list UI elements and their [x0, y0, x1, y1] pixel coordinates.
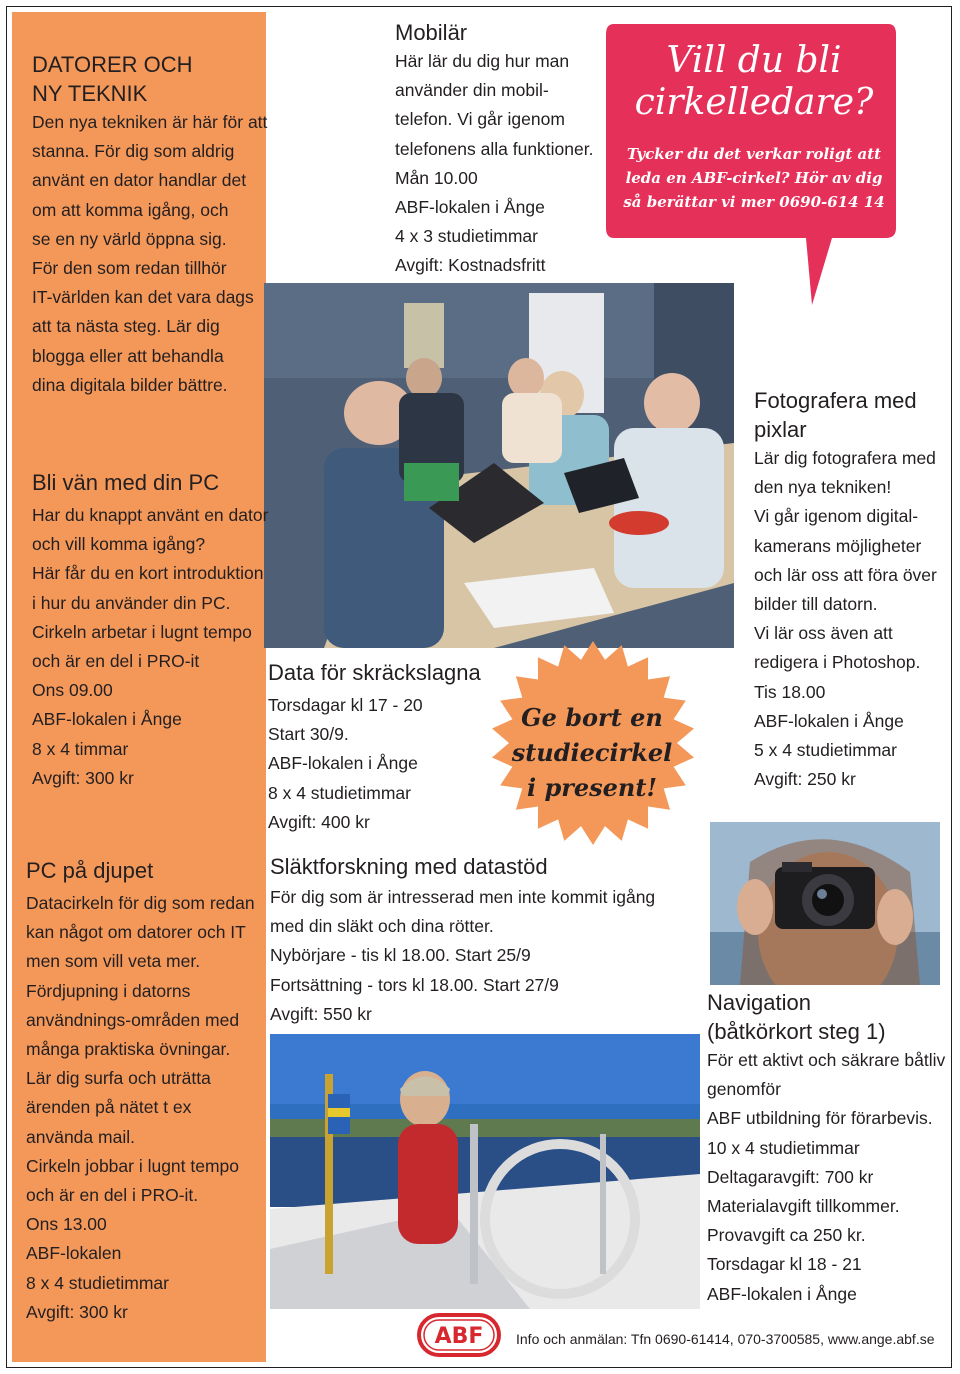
course-text-line: 8 x 4 studietimmar [268, 782, 411, 803]
course-text-line: 8 x 4 timmar [32, 738, 129, 759]
photographer-photo [710, 822, 940, 985]
burst-line: i present! [526, 773, 658, 802]
course-text-line: använder din mobil- [395, 80, 549, 101]
course-text-line: Materialavgift tillkommer. [707, 1196, 900, 1217]
course-text-line: blogga eller att behandla [32, 345, 224, 366]
course-text-line: Lär dig fotografera med [754, 448, 936, 468]
course-text-line: Datacirkeln för dig som redan [26, 893, 255, 913]
classroom-photo [264, 283, 734, 648]
course-text-line: ABF-lokalen i Ånge [32, 709, 182, 730]
course-text-line: ABF-lokalen [26, 1243, 122, 1264]
abf-logo-text: ABF [434, 1324, 484, 1349]
course-text-line: Torsdagar kl 18 - 21 [707, 1254, 862, 1275]
course-text-line: med din släkt och dina rötter. [270, 916, 494, 937]
course-text-line: Avgift: 300 kr [26, 1301, 128, 1322]
course-text-line: den nya tekniken! [754, 477, 892, 498]
course-mobilar [395, 18, 593, 281]
course-text-line: ABF-lokalen i Ånge [268, 753, 418, 774]
course-heading: Fotografera med [754, 388, 917, 413]
course-text-line: redigera i Photoshop. [754, 652, 921, 673]
course-fotografera [754, 386, 937, 794]
course-heading: pixlar [754, 417, 807, 442]
course-text-line: Start 30/9. [268, 724, 349, 745]
course-text-line: dina digitala bilder bättre. [32, 374, 228, 395]
course-text-line: genomför [707, 1079, 781, 1100]
course-text-line: Har du knappt använt en dator [32, 505, 269, 525]
course-text-line: ABF-lokalen i Ånge [754, 710, 904, 731]
course-text-line: För dig som är intresserad men inte kommit igång [270, 887, 656, 907]
course-pc-djupet [26, 856, 255, 1327]
burst-line: studiecirkel [511, 738, 673, 767]
course-text-line: Fortsättning - tors kl 18.00. Start 27/9 [270, 974, 559, 995]
course-text-line: i hur du använder din PC. [32, 592, 231, 613]
course-text-line: 4 x 3 studietimmar [395, 226, 538, 247]
course-text-line: använt en dator handlar det [32, 170, 247, 191]
course-text-line: Avgift: 550 kr [270, 1003, 372, 1024]
bubble-text-line: leda en ABF-cirkel? Hör av dig [625, 169, 883, 187]
bubble-text-line: Tycker du det verkar roligt att [626, 145, 882, 163]
course-text-line: Cirkeln arbetar i lugnt tempo [32, 621, 252, 642]
gift-starburst-text [504, 700, 680, 805]
course-text-line: Avgift: 400 kr [268, 811, 370, 832]
course-text-line: användnings-områden med [26, 1009, 240, 1030]
course-text-line: 5 x 4 studietimmar [754, 740, 897, 761]
course-heading: Data för skräckslagna [268, 660, 481, 685]
course-heading: Släktforskning med datastöd [270, 854, 548, 879]
course-datorer [32, 50, 267, 400]
course-text-line: Provavgift ca 250 kr. [707, 1225, 866, 1246]
course-text-line: se en ny värld öppna sig. [32, 228, 227, 249]
bubble-title-line: cirkelledare? [634, 82, 874, 123]
course-text-line: Här lär du dig hur man [395, 51, 570, 71]
course-text-line: och vill komma igång? [32, 534, 206, 555]
course-text-line: ärenden på nätet t ex [26, 1097, 192, 1118]
bubble-title-line: Vill du bli [666, 40, 842, 81]
course-text-line: Fördjupning i datorns [26, 980, 191, 1001]
course-text-line: telefonens alla funktioner. [395, 138, 594, 159]
course-heading: Navigation [707, 990, 811, 1015]
bubble-text-line: så berättar vi mer 0690-614 14 [623, 193, 885, 211]
course-slakt [270, 852, 655, 1029]
course-text-line: Vi går igenom digital- [754, 506, 919, 527]
course-heading: (båtkörkort steg 1) [707, 1019, 886, 1044]
course-text-line: att ta nästa steg. Lär dig [32, 316, 220, 337]
course-text-line: För ett aktivt och säkrare båtliv [707, 1050, 946, 1070]
course-text-line: Nybörjare - tis kl 18.00. Start 25/9 [270, 945, 531, 966]
course-text-line: För den som redan tillhör [32, 258, 227, 279]
course-data-skrack [268, 658, 481, 837]
course-text-line: Avgift: Kostnadsfritt [395, 255, 546, 276]
course-text-line: Mån 10.00 [395, 167, 478, 188]
course-heading: NY TEKNIK [32, 81, 148, 106]
course-text-line: Ons 09.00 [32, 680, 113, 701]
course-text-line: Vi lär oss även att [754, 623, 893, 644]
course-text-line: använda mail. [26, 1126, 135, 1147]
course-navigation [707, 988, 945, 1309]
bubble-title [614, 40, 894, 124]
abf-logo [416, 1312, 502, 1358]
course-heading: PC på djupet [26, 858, 154, 883]
course-text-line: Cirkeln jobbar i lugnt tempo [26, 1155, 240, 1176]
course-text-line: Den nya tekniken är här för att [32, 112, 268, 132]
course-text-line: Tis 18.00 [754, 681, 826, 702]
course-text-line: Avgift: 300 kr [32, 767, 134, 788]
course-text-line: Lär dig surfa och uträtta [26, 1068, 211, 1089]
course-text-line: kan något om datorer och IT [26, 922, 246, 943]
course-text-line: och är en del i PRO-it. [26, 1185, 199, 1206]
course-text-line: och lär oss att föra över [754, 564, 937, 585]
course-text-line: ABF utbildning för förarbevis. [707, 1108, 933, 1129]
course-text-line: Deltagaravgift: 700 kr [707, 1166, 874, 1187]
course-text-line: 8 x 4 studietimmar [26, 1272, 169, 1293]
course-pc-van [32, 468, 268, 793]
course-text-line: Torsdagar kl 17 - 20 [268, 695, 423, 715]
bubble-body [614, 142, 894, 214]
course-heading: Bli vän med din PC [32, 470, 220, 495]
burst-line: Ge bort en [521, 703, 663, 732]
course-text-line: stanna. För dig som aldrig [32, 141, 235, 162]
course-text-line: ABF-lokalen i Ånge [395, 197, 545, 218]
sailing-photo [270, 1034, 700, 1309]
course-text-line: telefon. Vi går igenom [395, 109, 565, 130]
course-text-line: kamerans möjligheter [754, 535, 922, 556]
course-text-line: Ons 13.00 [26, 1214, 107, 1235]
course-text-line: 10 x 4 studietimmar [707, 1137, 860, 1158]
course-text-line: bilder till datorn. [754, 594, 878, 615]
course-text-line: ABF-lokalen i Ånge [707, 1283, 857, 1304]
course-text-line: IT-världen kan det vara dags [32, 287, 254, 308]
course-heading: Mobilär [395, 20, 468, 45]
course-text-line: många praktiska övningar. [26, 1039, 231, 1060]
course-heading: DATORER OCH [32, 52, 193, 77]
contact-info: Info och anmälan: Tfn 0690-61414, 070-3700585, www.ange.abf.se [516, 1331, 935, 1347]
course-text-line: Avgift: 250 kr [754, 769, 856, 790]
course-text-line: och är en del i PRO-it [32, 651, 200, 672]
course-text-line: Här får du en kort introduktion [32, 563, 264, 584]
course-text-line: men som vill veta mer. [26, 951, 201, 972]
course-text-line: om att komma igång, och [32, 199, 229, 220]
